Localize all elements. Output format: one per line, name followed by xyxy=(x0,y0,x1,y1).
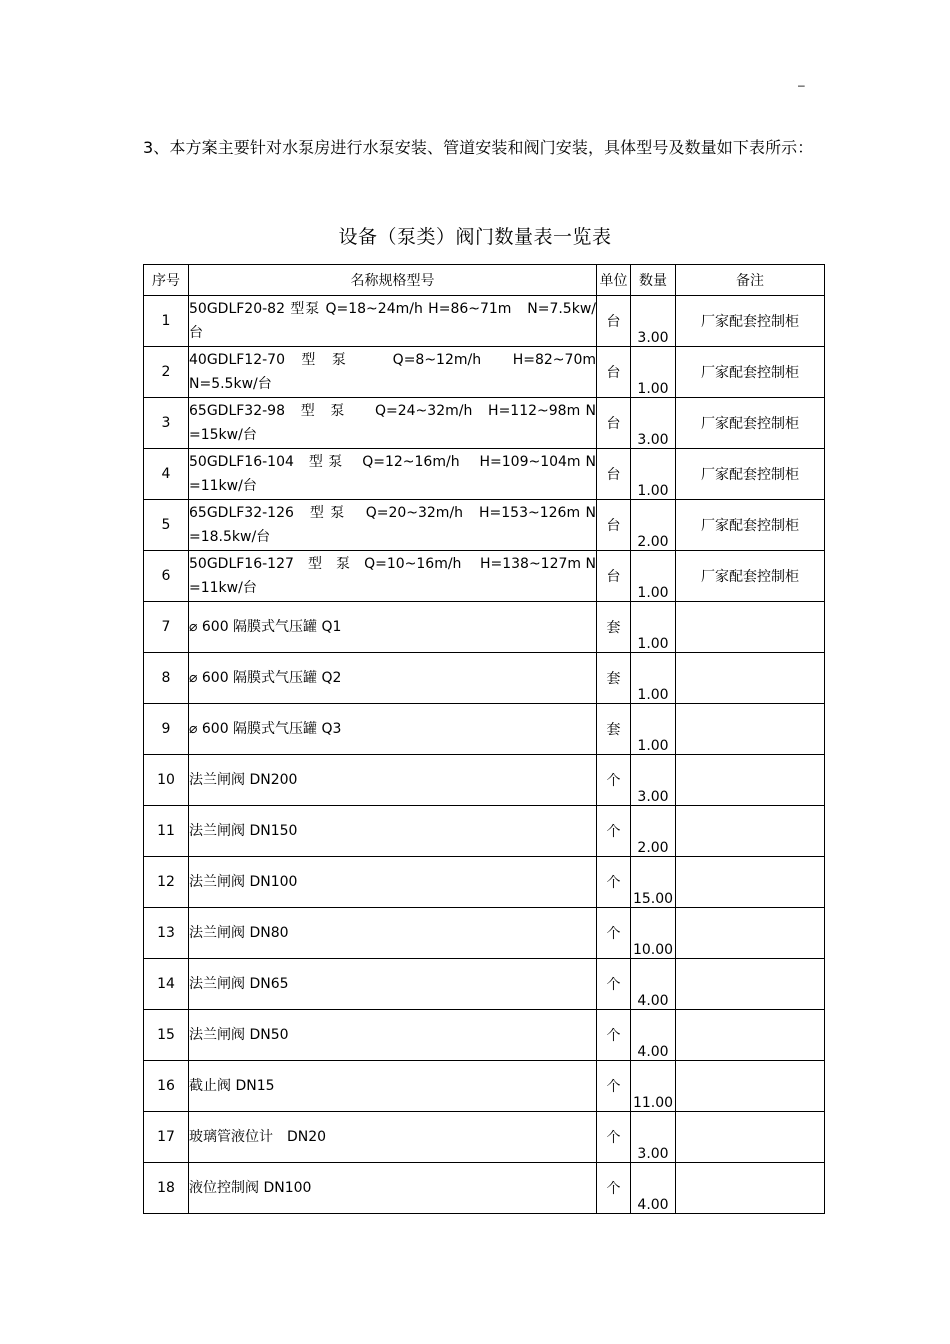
table-row xyxy=(144,602,825,653)
header-name: 名称规格型号 xyxy=(189,265,597,296)
table-row xyxy=(144,806,825,857)
cell-unit: 台 xyxy=(597,296,631,347)
table-row xyxy=(144,1010,825,1061)
cell-note xyxy=(676,704,825,755)
cell-name: 法兰闸阀 DN50 xyxy=(189,1010,597,1061)
cell-qty: 15.00 xyxy=(631,857,676,908)
cell-unit: 套 xyxy=(597,704,631,755)
cell-unit: 个 xyxy=(597,755,631,806)
cell-no: 9 xyxy=(144,704,189,755)
cell-unit: 个 xyxy=(597,908,631,959)
equipment-table xyxy=(143,264,825,1214)
cell-no: 13 xyxy=(144,908,189,959)
cell-note xyxy=(676,1163,825,1214)
table-body xyxy=(144,296,825,1214)
table-row xyxy=(144,857,825,908)
table-header-row xyxy=(144,265,825,296)
cell-qty: 1.00 xyxy=(631,551,676,602)
intro-paragraph: 3、本方案主要针对水泵房进行水泵安装、管道安装和阀门安装，具体型号及数量如下表所示： xyxy=(143,138,814,157)
table-row xyxy=(144,449,825,500)
cell-qty: 3.00 xyxy=(631,1112,676,1163)
cell-name: 玻璃管液位计 DN20 xyxy=(189,1112,597,1163)
cell-unit: 个 xyxy=(597,959,631,1010)
cell-name: 50GDLF20-82 型泵 Q=18~24m/h H=86~71m N=7.5kw/台 xyxy=(189,296,597,347)
cell-qty: 1.00 xyxy=(631,449,676,500)
cell-unit: 个 xyxy=(597,1061,631,1112)
cell-qty: 3.00 xyxy=(631,296,676,347)
cell-name: ⌀ 600 隔膜式气压罐 Q3 xyxy=(189,704,597,755)
table-row xyxy=(144,398,825,449)
cell-no: 1 xyxy=(144,296,189,347)
cell-no: 6 xyxy=(144,551,189,602)
cell-name: 50GDLF16-104 型 泵 Q=12~16m/h H=109~104m N=11kw/台 xyxy=(189,449,597,500)
cell-qty: 1.00 xyxy=(631,653,676,704)
cell-qty: 3.00 xyxy=(631,398,676,449)
cell-no: 11 xyxy=(144,806,189,857)
cell-name: 法兰闸阀 DN100 xyxy=(189,857,597,908)
cell-no: 3 xyxy=(144,398,189,449)
cell-name: ⌀ 600 隔膜式气压罐 Q2 xyxy=(189,653,597,704)
header-qty: 数量 xyxy=(631,265,676,296)
cell-qty: 3.00 xyxy=(631,755,676,806)
table-row xyxy=(144,908,825,959)
header-no: 序号 xyxy=(144,265,189,296)
cell-qty: 11.00 xyxy=(631,1061,676,1112)
cell-unit: 个 xyxy=(597,806,631,857)
cell-name: 65GDLF32-98 型 泵 Q=24~32m/h H=112~98m N=15kw/台 xyxy=(189,398,597,449)
cell-no: 2 xyxy=(144,347,189,398)
cell-unit: 套 xyxy=(597,602,631,653)
cell-name: 截止阀 DN15 xyxy=(189,1061,597,1112)
cell-unit: 个 xyxy=(597,1112,631,1163)
cell-name: 液位控制阀 DN100 xyxy=(189,1163,597,1214)
cell-no: 16 xyxy=(144,1061,189,1112)
cell-no: 15 xyxy=(144,1010,189,1061)
cell-unit: 个 xyxy=(597,857,631,908)
table-row xyxy=(144,704,825,755)
table-title: 设备（泵类）阀门数量表一览表 xyxy=(338,226,612,248)
cell-qty: 4.00 xyxy=(631,1010,676,1061)
cell-unit: 台 xyxy=(597,398,631,449)
cell-unit: 台 xyxy=(597,347,631,398)
cell-name: 法兰闸阀 DN80 xyxy=(189,908,597,959)
table-row xyxy=(144,959,825,1010)
table-row xyxy=(144,1163,825,1214)
cell-qty: 4.00 xyxy=(631,959,676,1010)
cell-no: 18 xyxy=(144,1163,189,1214)
cell-unit: 台 xyxy=(597,500,631,551)
cell-note xyxy=(676,755,825,806)
cell-unit: 个 xyxy=(597,1010,631,1061)
cell-qty: 1.00 xyxy=(631,704,676,755)
table-row xyxy=(144,296,825,347)
cell-name: 法兰闸阀 DN200 xyxy=(189,755,597,806)
cell-no: 10 xyxy=(144,755,189,806)
cell-name: 65GDLF32-126 型 泵 Q=20~32m/h H=153~126m N=18.5kw/台 xyxy=(189,500,597,551)
cell-note: 厂家配套控制柜 xyxy=(676,500,825,551)
cell-no: 5 xyxy=(144,500,189,551)
cell-note xyxy=(676,602,825,653)
cell-unit: 个 xyxy=(597,1163,631,1214)
header-unit: 单位 xyxy=(597,265,631,296)
cell-qty: 4.00 xyxy=(631,1163,676,1214)
cell-no: 8 xyxy=(144,653,189,704)
table-row xyxy=(144,1061,825,1112)
table-row xyxy=(144,1112,825,1163)
table-row xyxy=(144,347,825,398)
cell-note: 厂家配套控制柜 xyxy=(676,551,825,602)
cell-unit: 台 xyxy=(597,551,631,602)
cell-unit: 台 xyxy=(597,449,631,500)
cell-note xyxy=(676,1061,825,1112)
header-note: 备注 xyxy=(676,265,825,296)
cell-note xyxy=(676,653,825,704)
cell-no: 7 xyxy=(144,602,189,653)
cell-note xyxy=(676,1010,825,1061)
cell-name: 法兰闸阀 DN150 xyxy=(189,806,597,857)
page-header-mark: – xyxy=(798,78,805,92)
cell-note: 厂家配套控制柜 xyxy=(676,347,825,398)
cell-note: 厂家配套控制柜 xyxy=(676,398,825,449)
cell-note xyxy=(676,857,825,908)
cell-no: 4 xyxy=(144,449,189,500)
cell-note xyxy=(676,959,825,1010)
cell-qty: 2.00 xyxy=(631,806,676,857)
cell-note xyxy=(676,806,825,857)
cell-note: 厂家配套控制柜 xyxy=(676,296,825,347)
cell-name: 50GDLF16-127 型 泵 Q=10~16m/h H=138~127m N=11kw/台 xyxy=(189,551,597,602)
cell-note xyxy=(676,1112,825,1163)
cell-note: 厂家配套控制柜 xyxy=(676,449,825,500)
cell-unit: 套 xyxy=(597,653,631,704)
cell-no: 17 xyxy=(144,1112,189,1163)
cell-note xyxy=(676,908,825,959)
cell-no: 14 xyxy=(144,959,189,1010)
table-row xyxy=(144,755,825,806)
cell-qty: 1.00 xyxy=(631,602,676,653)
table-row xyxy=(144,551,825,602)
table-row xyxy=(144,653,825,704)
cell-name: 40GDLF12-70 型 泵 Q=8~12m/h H=82~70m N=5.5kw/台 xyxy=(189,347,597,398)
table-row xyxy=(144,500,825,551)
cell-name: 法兰闸阀 DN65 xyxy=(189,959,597,1010)
cell-qty: 10.00 xyxy=(631,908,676,959)
cell-no: 12 xyxy=(144,857,189,908)
cell-qty: 2.00 xyxy=(631,500,676,551)
cell-qty: 1.00 xyxy=(631,347,676,398)
cell-name: ⌀ 600 隔膜式气压罐 Q1 xyxy=(189,602,597,653)
